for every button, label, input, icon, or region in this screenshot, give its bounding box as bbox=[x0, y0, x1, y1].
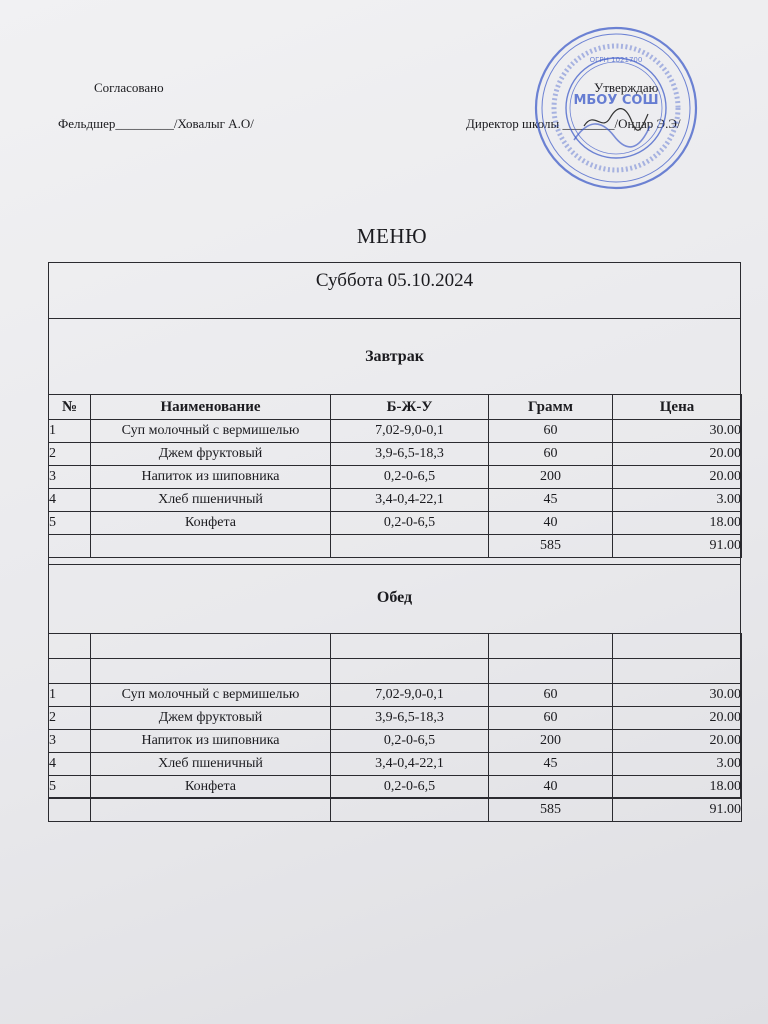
row-number: 4 bbox=[49, 489, 91, 512]
dish-bju: 3,4-0,4-22,1 bbox=[331, 753, 489, 776]
dish-price: 3.00 bbox=[613, 753, 742, 776]
empty-cell bbox=[331, 535, 489, 558]
table-row bbox=[49, 776, 742, 799]
col-header-gram: Грамм bbox=[489, 395, 613, 420]
lunch-table bbox=[48, 633, 742, 822]
empty-cell bbox=[91, 799, 331, 822]
dish-price: 20.00 bbox=[613, 707, 742, 730]
dish-name: Напиток из шиповника bbox=[91, 466, 331, 489]
dish-price: 30.00 bbox=[613, 684, 742, 707]
dish-gram: 200 bbox=[489, 730, 613, 753]
divider bbox=[48, 318, 741, 319]
dish-gram: 200 bbox=[489, 466, 613, 489]
dish-gram: 60 bbox=[489, 684, 613, 707]
row-number: 3 bbox=[49, 466, 91, 489]
table-row bbox=[49, 443, 742, 466]
empty-cell bbox=[49, 634, 91, 659]
total-row bbox=[49, 799, 742, 822]
table-row bbox=[49, 420, 742, 443]
empty-cell bbox=[91, 659, 331, 684]
table-header-row bbox=[49, 395, 742, 420]
row-number: 3 bbox=[49, 730, 91, 753]
row-number: 1 bbox=[49, 420, 91, 443]
dish-price: 20.00 bbox=[613, 730, 742, 753]
dish-gram: 60 bbox=[489, 420, 613, 443]
dish-price: 18.00 bbox=[613, 512, 742, 535]
row-number: 2 bbox=[49, 443, 91, 466]
day-heading: Суббота 05.10.2024 bbox=[315, 270, 474, 291]
dish-bju: 0,2-0-6,5 bbox=[331, 512, 489, 535]
approval-right-heading: Утверждаю bbox=[594, 80, 659, 95]
row-number: 2 bbox=[49, 707, 91, 730]
total-row bbox=[49, 535, 742, 558]
stamp-center-text: МБОУ СОШ bbox=[573, 93, 659, 108]
table-row bbox=[49, 730, 742, 753]
empty-cell bbox=[489, 659, 613, 684]
total-price: 91.00 bbox=[613, 799, 742, 822]
dish-price: 3.00 bbox=[613, 489, 742, 512]
dish-name: Хлеб пшеничный bbox=[91, 753, 331, 776]
empty-cell bbox=[331, 799, 489, 822]
empty-cell bbox=[91, 634, 331, 659]
empty-cell bbox=[331, 634, 489, 659]
total-price: 91.00 bbox=[613, 535, 742, 558]
total-gram: 585 bbox=[489, 535, 613, 558]
dish-price: 30.00 bbox=[613, 420, 742, 443]
empty-cell bbox=[613, 659, 742, 684]
empty-cell bbox=[331, 659, 489, 684]
col-header-bju: Б-Ж-У bbox=[331, 395, 489, 420]
director-signature-icon bbox=[580, 104, 650, 134]
dish-gram: 45 bbox=[489, 489, 613, 512]
dish-name: Джем фруктовый bbox=[91, 443, 331, 466]
empty-cell bbox=[613, 634, 742, 659]
dish-bju: 7,02-9,0-0,1 bbox=[331, 420, 489, 443]
row-number: 1 bbox=[49, 684, 91, 707]
col-header-name: Наименование bbox=[91, 395, 331, 420]
total-gram: 585 bbox=[489, 799, 613, 822]
dish-name: Напиток из шиповника bbox=[91, 730, 331, 753]
dish-price: 18.00 bbox=[613, 776, 742, 799]
empty-cell bbox=[49, 535, 91, 558]
dish-name: Конфета bbox=[91, 512, 331, 535]
dish-price: 20.00 bbox=[613, 466, 742, 489]
blank-header-row bbox=[49, 634, 742, 659]
approval-left-heading: Согласовано bbox=[94, 80, 164, 95]
dish-price: 20.00 bbox=[613, 443, 742, 466]
dish-name: Джем фруктовый bbox=[91, 707, 331, 730]
table-row bbox=[49, 489, 742, 512]
divider bbox=[48, 564, 741, 565]
empty-cell bbox=[489, 634, 613, 659]
lunch-heading: Обед bbox=[376, 589, 413, 606]
table-row bbox=[49, 684, 742, 707]
dish-bju: 3,9-6,5-18,3 bbox=[331, 707, 489, 730]
dish-name: Суп молочный с вермишелью bbox=[91, 684, 331, 707]
dish-bju: 3,9-6,5-18,3 bbox=[331, 443, 489, 466]
row-number: 4 bbox=[49, 753, 91, 776]
table-row bbox=[49, 753, 742, 776]
dish-bju: 0,2-0-6,5 bbox=[331, 466, 489, 489]
dish-name: Хлеб пшеничный bbox=[91, 489, 331, 512]
dish-bju: 7,02-9,0-0,1 bbox=[331, 684, 489, 707]
stamp-ogrn-text: ОГРН 1021700 bbox=[589, 56, 643, 64]
col-header-price: Цена bbox=[613, 395, 742, 420]
dish-gram: 40 bbox=[489, 776, 613, 799]
table-row bbox=[49, 512, 742, 535]
empty-cell bbox=[91, 535, 331, 558]
col-header-num: № bbox=[49, 395, 91, 420]
dish-name: Суп молочный с вермишелью bbox=[91, 420, 331, 443]
table-row bbox=[49, 707, 742, 730]
row-number: 5 bbox=[49, 512, 91, 535]
empty-cell bbox=[49, 659, 91, 684]
table-row bbox=[49, 466, 742, 489]
menu-title: МЕНЮ bbox=[356, 224, 428, 248]
dish-gram: 45 bbox=[489, 753, 613, 776]
breakfast-table bbox=[48, 394, 742, 558]
dish-gram: 40 bbox=[489, 512, 613, 535]
breakfast-heading: Завтрак bbox=[365, 348, 424, 365]
approval-left-line: Фельдшер_________/Ховалыг А.О/ bbox=[58, 116, 254, 131]
dish-name: Конфета bbox=[91, 776, 331, 799]
empty-cell bbox=[49, 799, 91, 822]
dish-bju: 0,2-0-6,5 bbox=[331, 776, 489, 799]
row-number: 5 bbox=[49, 776, 91, 799]
dish-gram: 60 bbox=[489, 707, 613, 730]
approval-right-line: Директор школы ________/Ондар Э.Э/ bbox=[466, 116, 681, 131]
dish-gram: 60 bbox=[489, 443, 613, 466]
blank-row bbox=[49, 659, 742, 684]
dish-bju: 0,2-0-6,5 bbox=[331, 730, 489, 753]
dish-bju: 3,4-0,4-22,1 bbox=[331, 489, 489, 512]
